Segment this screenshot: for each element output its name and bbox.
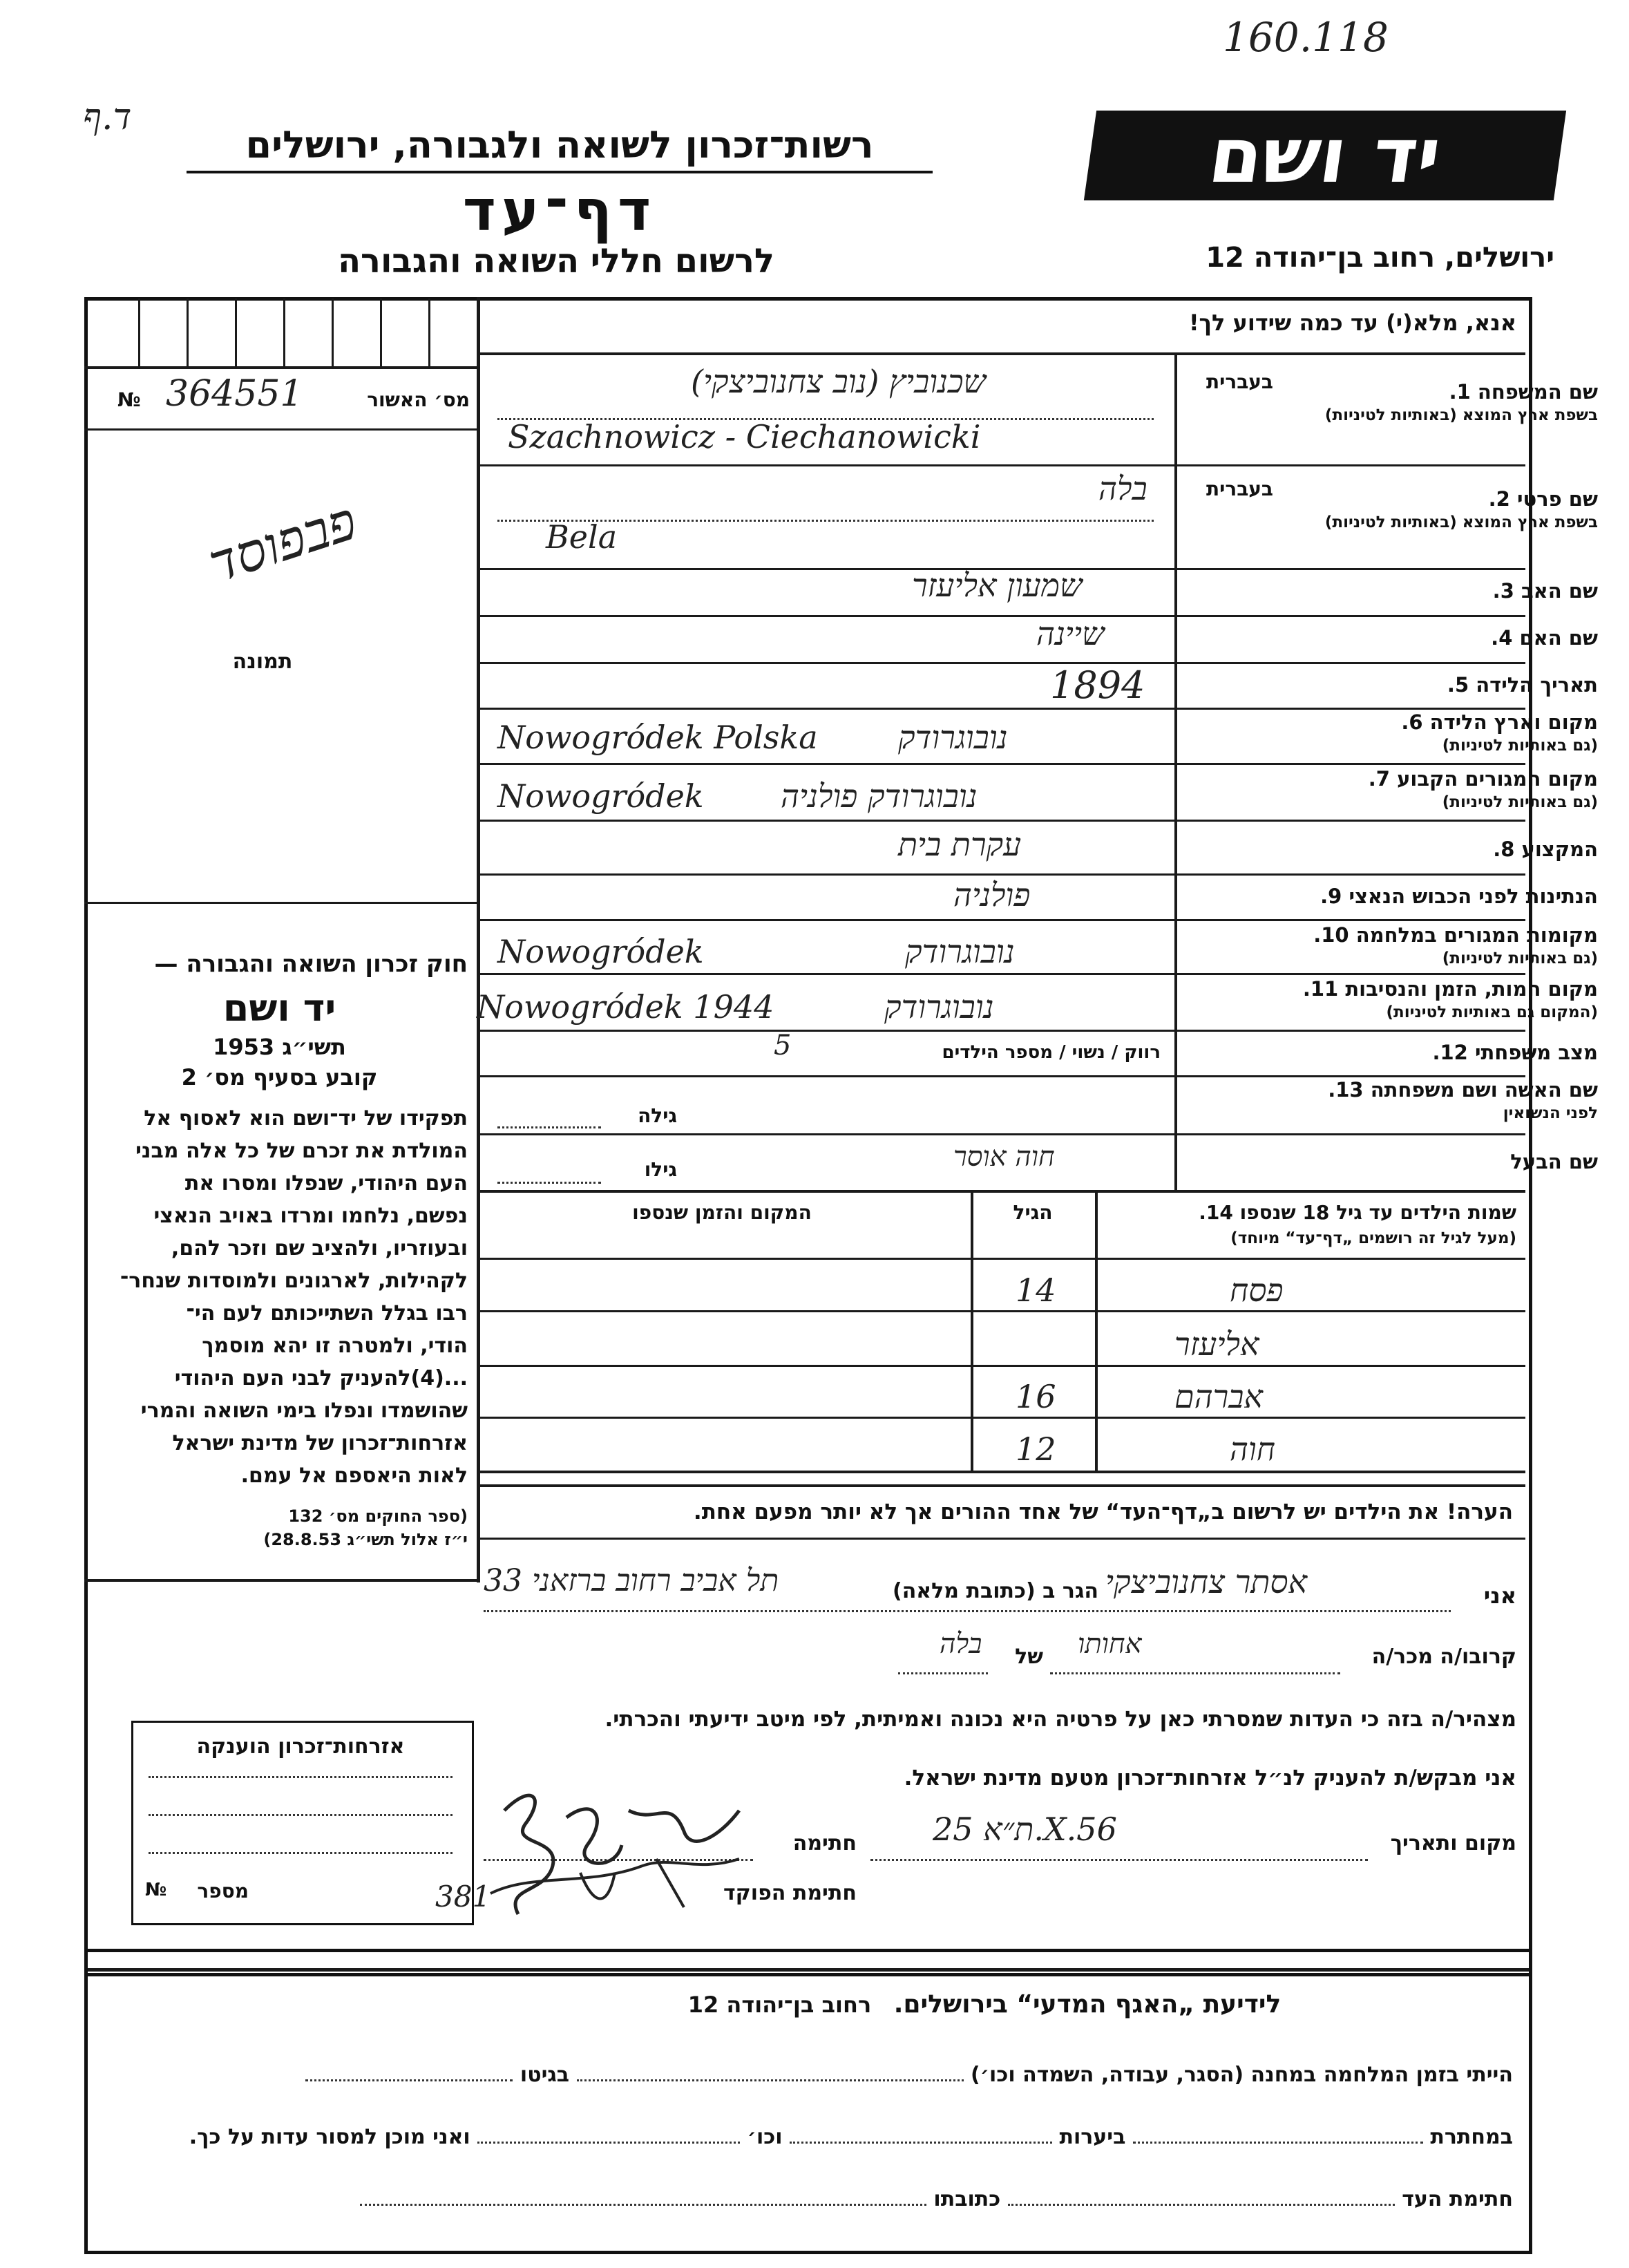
approval-no-label: № xyxy=(117,388,141,411)
form-title: דף־עד xyxy=(462,178,657,244)
field-1-sub: בשפת ארץ המוצא (באותיות לטיניות) xyxy=(1324,406,1598,424)
law-line: רבו בגלל השתייכותם לעם הי־ xyxy=(186,1301,468,1325)
corner-mark: ד.ף xyxy=(83,97,132,138)
info-camp-label: הייתי בזמן המלחמה במחנה xyxy=(1250,2063,1513,2087)
info-ghetto-label: בגיטו xyxy=(520,2063,570,2087)
citizenship-number-label: מספר xyxy=(197,1880,249,1902)
relation-label: קרובו/ה מכר/ה xyxy=(1371,1645,1516,1669)
field-12-options: רווק / נשוי / מספר הילדים xyxy=(942,1042,1161,1063)
approval-label: מס׳ האשור xyxy=(367,388,470,411)
signature-image xyxy=(477,1769,767,1928)
field-2-in-hebrew: בעברית xyxy=(1206,478,1273,500)
field-6-sub: (גם באותיות לטיניות) xyxy=(1442,737,1598,755)
field-2-value-latin: Bela xyxy=(546,518,618,556)
field-7-number: 7. xyxy=(1368,767,1390,791)
field-6-value-hebrew: נובוגרודק xyxy=(898,719,1008,756)
children-label xyxy=(1102,1201,1516,1247)
field-5-number: 5. xyxy=(1447,673,1469,697)
field-5-label xyxy=(1252,673,1598,697)
declarant-name: אסתר צחנוביצקי xyxy=(1105,1563,1308,1600)
citizenship-no-label: № xyxy=(145,1880,167,1900)
field-8-title: המקצוע xyxy=(1521,838,1598,861)
declaration-text: מצהיר/ה בזה כי העדות שמסרתי כאן על פרטיה היא נכונה ואמיתית, לפי מיטב ידיעתי והכרתי. xyxy=(604,1707,1516,1732)
child-name: פסח xyxy=(1230,1272,1284,1309)
relation-value: אחותו xyxy=(1078,1628,1142,1660)
field-10-title: מקומות המגורים במלחמה xyxy=(1355,923,1598,947)
field-9-number: 9. xyxy=(1320,885,1342,908)
law-ref-1: (ספר החוקים מס׳ 132 xyxy=(288,1506,468,1526)
field-1-number: 1. xyxy=(1449,380,1471,404)
field-9-label xyxy=(1252,885,1598,908)
field-2-sub: בשפת ארץ המוצא (באותיות לטיניות) xyxy=(1324,513,1598,531)
child-age: 12 xyxy=(1016,1430,1056,1468)
info-title-text: לידיעת „האגף המדעי“ בירושלים. xyxy=(893,1990,1282,2019)
field-4-number: 4. xyxy=(1491,626,1513,650)
child-age: 14 xyxy=(1016,1272,1056,1309)
law-line: ...(4)להעניק לבני העם היהודי xyxy=(174,1366,468,1390)
field-3-value: שמעון אליעזר xyxy=(912,567,1083,604)
declarant-address: תל אביב רחוב ברזאני 33 xyxy=(484,1563,779,1598)
children-place-header: המקום והזמן שנספו xyxy=(632,1201,812,1224)
field-3-label xyxy=(1252,579,1598,603)
field-10-value-latin: Nowogródek xyxy=(497,933,704,970)
field-4-label xyxy=(1252,626,1598,650)
child-name: חוה xyxy=(1230,1430,1275,1468)
citizenship-title: אזרחות־זכרון הוענקה xyxy=(196,1735,405,1759)
children-number: 14. xyxy=(1199,1201,1233,1224)
children-note: הערה! את הילדים יש לרשום ב„דף־העד“ של אחד ההורים אך לא יותר מפעם אחת. xyxy=(693,1500,1513,1524)
field-2-label xyxy=(1206,478,1598,531)
approval-number: 364551 xyxy=(166,373,303,415)
place-date-label: מקום ותאריך xyxy=(1390,1831,1516,1855)
field-13-sub: לפני הנשואין xyxy=(1503,1104,1598,1122)
law-line: לקהילות, לארגונים ולמוסדות שנחר־ xyxy=(120,1269,468,1293)
field-12-label xyxy=(1252,1041,1598,1064)
field-4-title: שם האם xyxy=(1519,626,1598,650)
field-7-value-latin: Nowogródek xyxy=(497,777,704,815)
signature-label: חתימה xyxy=(792,1831,857,1855)
law-ref-2: י״ז אלול תשי״ג 28.8.53) xyxy=(263,1530,468,1549)
field-13-number: 13. xyxy=(1328,1078,1364,1102)
field-6-title: מקום וארץ הלידה xyxy=(1429,710,1598,734)
field-10-value-hebrew: נובוגרודק xyxy=(905,933,1015,970)
law-line: שהושמדו ונפלו בימי השואה והמרי xyxy=(140,1399,468,1423)
request-text: אני מבקש/ת להעניק לנ״ל אזרחות־זכרון מטעם מדינת ישראל. xyxy=(904,1766,1516,1790)
husband-value: חוה אוסר xyxy=(953,1141,1055,1173)
field-1-label xyxy=(1206,370,1598,424)
field-5-title: תאריך הלידה xyxy=(1476,673,1598,697)
field-3-title: שם האב xyxy=(1521,579,1598,603)
info-line-3 xyxy=(97,2187,1513,2211)
yad-vashem-logo: יד ושם xyxy=(1084,111,1566,200)
field-11-value-hebrew: נובוגרודק xyxy=(884,988,994,1026)
field-8-label xyxy=(1252,838,1598,861)
law-line: הודי, ולמטרה זו יהא מוסמך xyxy=(202,1334,468,1358)
signature-stroke xyxy=(490,1859,739,1907)
field-10-label xyxy=(1252,923,1598,967)
children-sub: (מעל לגיל זה רושמים „דף־עד“ מיוחד) xyxy=(1230,1229,1516,1247)
info-etc-label: וכו׳ xyxy=(747,2125,783,2149)
info-underground-label: במחתרת xyxy=(1430,2125,1513,2149)
law-line: תפקידו של יד־ושם הוא לאסוף אל xyxy=(144,1106,468,1131)
field-12-value: 5 xyxy=(774,1030,792,1061)
info-line-1 xyxy=(97,2063,1513,2087)
field-2-number: 2. xyxy=(1488,487,1510,511)
field-12-number: 12. xyxy=(1432,1041,1468,1064)
info-forests-label: ביערות xyxy=(1059,2125,1126,2149)
field-7-sub: (גם באותיות לטיניות) xyxy=(1442,793,1598,811)
law-line: המולדת את זכרם של כל אלה מבני xyxy=(135,1139,468,1163)
husband-label xyxy=(1252,1150,1598,1173)
photo-label: תמונה xyxy=(232,650,293,674)
field-11-sub: (המקום גם באותיות לטיניות) xyxy=(1386,1003,1598,1021)
law-text xyxy=(91,1102,468,1492)
field-1-title: שם המשפחה xyxy=(1477,380,1598,404)
law-line: אזרחות־זכרון של מדינת ישראל xyxy=(172,1431,468,1455)
field-1-value-hebrew: שכנוביץ (נוב צחנוביצקי) xyxy=(691,363,987,400)
husband-title: שם הבעל xyxy=(1510,1150,1598,1173)
field-6-value-latin: Nowogródek Polska xyxy=(497,719,818,756)
place-date-value: ת״א 25.X.56 xyxy=(933,1811,1117,1848)
field-5-value: 1894 xyxy=(1050,663,1145,707)
law-year: תשי״ג 1953 xyxy=(213,1034,346,1060)
field-6-label xyxy=(1252,710,1598,755)
law-line: נפשם, נלחמו ומרדו באויב הנאצי xyxy=(153,1204,468,1228)
info-address: רחוב בן־יהודה 12 xyxy=(687,1992,872,2018)
declarant-i-label: אני xyxy=(1483,1582,1516,1609)
relation-value-2: בלה xyxy=(940,1628,982,1660)
law-line: העם היהודי, שנפלו ומסרו את xyxy=(184,1171,468,1196)
field-9-title: הנתינות לפני הכבוש הנאצי xyxy=(1349,885,1598,908)
field-8-number: 8. xyxy=(1493,838,1515,861)
law-line: לאות היאספם אל עמם. xyxy=(240,1464,468,1488)
photo-handwritten: פבפוסד xyxy=(201,489,364,595)
form-subtitle: לרשום חללי השואה והגבורה xyxy=(338,242,774,281)
law-name: יד ושם xyxy=(222,986,336,1030)
info-line-2 xyxy=(97,2125,1513,2149)
field-7-value-hebrew: נובוגרודק פולניה xyxy=(781,777,978,815)
children-age-header: הגיל xyxy=(1013,1201,1053,1224)
info-title xyxy=(484,1990,1485,2019)
witness-address-label: כתובתו xyxy=(933,2187,1001,2211)
child-age: 16 xyxy=(1016,1378,1056,1415)
field-10-sub: (גם באותיות לטיניות) xyxy=(1442,949,1598,967)
field-11-value-latin: Nowogródek 1944 xyxy=(477,988,774,1026)
field-12-title: מצב משפחתי xyxy=(1474,1041,1598,1064)
children-title: שמות הילדים עד גיל 18 שנספו xyxy=(1239,1201,1516,1224)
law-block xyxy=(91,950,468,1090)
field-11-label xyxy=(1252,977,1598,1021)
field-13-title: שם האשה ושם משפחתה xyxy=(1370,1078,1598,1102)
field-4-value: שיינה xyxy=(1036,615,1105,652)
law-clause: קובע בסעיף מס׳ 2 xyxy=(181,1064,378,1090)
field-11-number: 11. xyxy=(1302,977,1339,1001)
law-title: חוק זכרון השואה והגבורה — xyxy=(154,950,468,978)
field-9-value: פולניה xyxy=(953,876,1031,914)
header-address: ירושלים, רחוב בן־יהודה 12 xyxy=(1206,242,1554,274)
authority-name: רשות־זכרון לשואה ולגבורה, ירושלים xyxy=(187,123,933,173)
field-10-number: 10. xyxy=(1313,923,1349,947)
child-name: אליעזר xyxy=(1174,1325,1259,1363)
field-3-number: 3. xyxy=(1492,579,1514,603)
law-line: ובעוזריו, ולהציב שם וזכר להם, xyxy=(171,1236,468,1260)
child-name: אברהם xyxy=(1174,1378,1264,1415)
instruction: אנא, מלא(י) עד כמה שידוע לך! xyxy=(1188,310,1516,336)
field-11-title: מקום המות, הזמן והנסיבות xyxy=(1345,977,1598,1001)
husband-age-label: גילו xyxy=(644,1158,677,1181)
signature-stroke xyxy=(504,1795,739,1914)
field-1-value-latin: Szachnowicz - Ciechanowicki xyxy=(508,418,981,455)
officer-signature-label: חתימת הפוקד xyxy=(723,1881,857,1905)
witness-signature-label: חתימת העד xyxy=(1402,2187,1513,2211)
field-8-value: עקרת בית xyxy=(898,826,1022,863)
declarant-resides-label: הגר ב (כתובת מלאה) xyxy=(892,1579,1098,1603)
officer-signature-number: 381 xyxy=(435,1880,491,1913)
info-camp-options: (הסגר, עבודה, השמדה וכו׳) xyxy=(971,2063,1244,2087)
form-number: 160.118 xyxy=(1223,14,1389,61)
field-13-age-label: גילה xyxy=(638,1104,677,1127)
info-ready-label: ואני מוכן למסור עדות על כך. xyxy=(189,2125,470,2149)
field-1-in-hebrew: בעברית xyxy=(1206,370,1273,393)
field-2-title: שם פרטי xyxy=(1516,487,1598,511)
relation-of-label: של xyxy=(1015,1645,1043,1669)
field-2-value-hebrew: בלה xyxy=(1098,470,1147,507)
field-7-title: מקום המגורים הקבוע xyxy=(1397,767,1598,791)
field-13-label xyxy=(1252,1078,1598,1122)
field-7-label xyxy=(1252,767,1598,811)
field-6-number: 6. xyxy=(1401,710,1423,734)
